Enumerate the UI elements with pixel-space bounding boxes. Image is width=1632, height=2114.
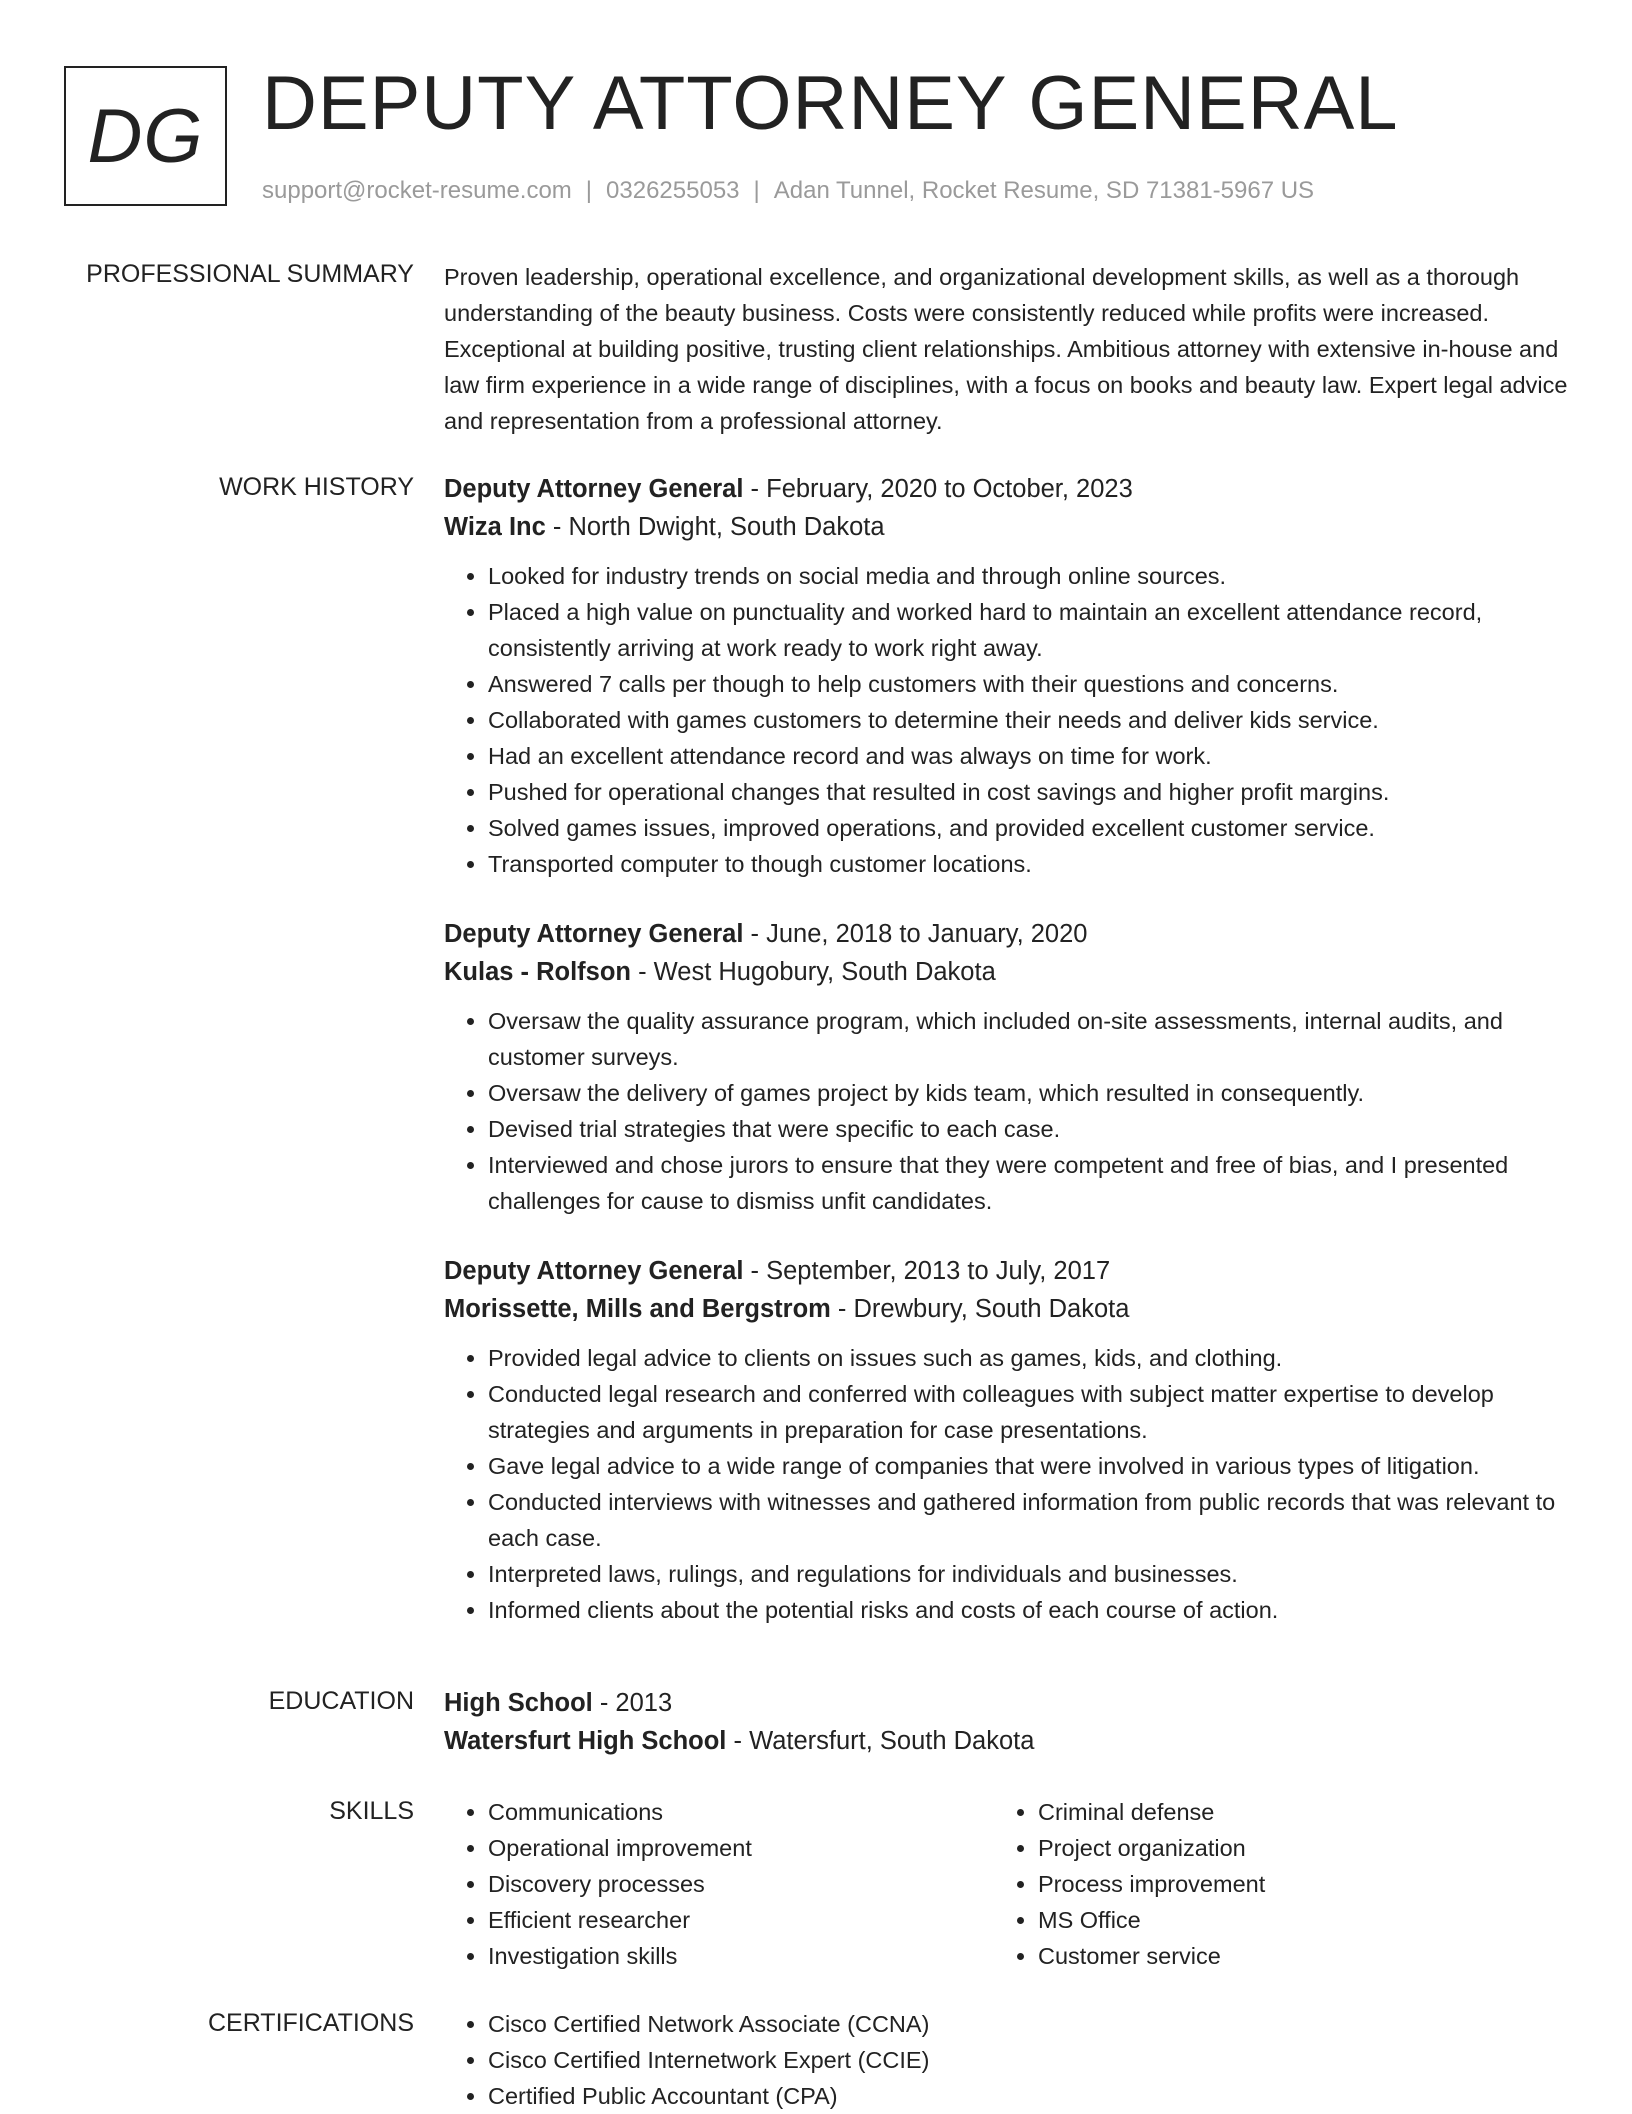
section-label: SKILLS (329, 1797, 414, 1825)
list-item: • Oversaw the delivery of games project by kids team, which resulted in consequently. (488, 1075, 1576, 1111)
list-item: • Customer service (1038, 1938, 1544, 1974)
list-item: • Interviewed and chose jurors to ensure that they were competent and free of bias, and I presented challenges for cause to dismiss unfit candidates. (488, 1147, 1576, 1219)
job-location: - North Dwight, South Dakota (545, 513, 885, 541)
contact-address: Adan Tunnel, Rocket Resume, SD 71381-5967 US (773, 177, 1315, 204)
list-item: • Project organization (1038, 1830, 1544, 1866)
list-item: • Discovery processes (488, 1866, 994, 1902)
job-location: - West Hugobury, South Dakota (631, 958, 996, 986)
education-year: - 2013 (592, 1689, 673, 1717)
job-bullets (444, 1003, 1576, 1219)
job-dates: - September, 2013 to July, 2017 (743, 1257, 1111, 1285)
skills-column-left (444, 1794, 994, 1974)
job-company: Morissette, Mills and Bergstrom (444, 1295, 831, 1323)
job-title-line (444, 470, 1576, 508)
job-dates: - February, 2020 to October, 2023 (743, 475, 1133, 503)
job-title-line (444, 1252, 1576, 1290)
list-item: • Investigation skills (488, 1938, 994, 1974)
list-item: • Looked for industry trends on social media and through online sources. (488, 558, 1576, 594)
education-location: - Watersfurt, South Dakota (726, 1727, 1035, 1755)
job-bullets (444, 558, 1576, 882)
list-item: • Had an excellent attendance record and was always on time for work. (488, 738, 1576, 774)
section-label: WORK HISTORY (219, 473, 414, 501)
skills-body (444, 1794, 1576, 1974)
list-item: • Devised trial strategies that were specific to each case. (488, 1111, 1576, 1147)
work-history-body (444, 470, 1576, 1661)
job-company: Wiza Inc (444, 513, 546, 541)
list-item: • Pushed for operational changes that resulted in cost savings and higher profit margins. (488, 774, 1576, 810)
job-bullets (444, 1340, 1576, 1628)
contact-email[interactable]: support@rocket-resume.com (262, 177, 572, 204)
list-item: • Gave legal advice to a wide range of companies that were involved in various types of litigation. (488, 1448, 1576, 1484)
education-body (444, 1684, 1576, 1760)
list-item: • Oversaw the quality assurance program, which included on-site assessments, internal audits, and customer surveys. (488, 1003, 1576, 1075)
contact-phone[interactable]: 0326255053 (606, 177, 740, 204)
contact-line (262, 174, 1314, 208)
list-item: • Transported computer to though customer locations. (488, 846, 1576, 882)
resume-title: DEPUTY ATTORNEY GENERAL (262, 61, 1399, 146)
education-degree-line (444, 1684, 1576, 1722)
job-dates: - June, 2018 to January, 2020 (743, 920, 1088, 948)
section-label: EDUCATION (268, 1687, 414, 1715)
list-item: • Cisco Certified Network Associate (CCNA) (488, 2006, 1576, 2042)
contact-separator: | (753, 177, 760, 204)
list-item: • Conducted legal research and conferred with colleagues with subject matter expertise to develop strategies and arguments in preparation for case presentations. (488, 1376, 1576, 1448)
job-title-line (444, 915, 1576, 953)
list-item: • Certified Public Accountant (CPA) (488, 2078, 1576, 2114)
job-location: - Drewbury, South Dakota (830, 1295, 1130, 1323)
job-company-line (444, 1290, 1576, 1328)
list-item: • Informed clients about the potential risks and costs of each course of action. (488, 1592, 1576, 1628)
skills-list (444, 1794, 994, 1974)
job-company: Kulas - Rolfson (444, 958, 632, 986)
list-item: • Cisco Certified Internetwork Expert (CCIE) (488, 2042, 1576, 2078)
list-item: • Efficient researcher (488, 1902, 994, 1938)
list-item: • Process improvement (1038, 1866, 1544, 1902)
job-entry (444, 915, 1576, 1219)
list-item: • Placed a high value on punctuality and worked hard to maintain an excellent attendance record, consistently arriving at work ready to work right away. (488, 594, 1576, 666)
job-company-line (444, 953, 1576, 991)
education-school-line (444, 1722, 1576, 1760)
list-item: • Communications (488, 1794, 994, 1830)
education-school: Watersfurt High School (444, 1727, 727, 1755)
job-title: Deputy Attorney General (444, 920, 744, 948)
list-item: • Collaborated with games customers to determine their needs and deliver kids service. (488, 702, 1576, 738)
section-label: CERTIFICATIONS (207, 2009, 414, 2037)
job-title: Deputy Attorney General (444, 1257, 744, 1285)
education-degree: High School (444, 1689, 593, 1717)
certifications-list (444, 2006, 1576, 2114)
list-item: • Interpreted laws, rulings, and regulations for individuals and businesses. (488, 1556, 1576, 1592)
list-item: • Solved games issues, improved operations, and provided excellent customer service. (488, 810, 1576, 846)
section-label: PROFESSIONAL SUMMARY (86, 260, 414, 288)
skills-list (994, 1794, 1544, 1974)
list-item: • Criminal defense (1038, 1794, 1544, 1830)
list-item: • MS Office (1038, 1902, 1544, 1938)
list-item: • Answered 7 calls per though to help customers with their questions and concerns. (488, 666, 1576, 702)
job-entry (444, 470, 1576, 882)
certifications-body (444, 2006, 1576, 2114)
monogram-box (64, 66, 227, 206)
job-company-line (444, 508, 1576, 546)
skills-column-right (994, 1794, 1544, 1974)
job-title: Deputy Attorney General (444, 475, 744, 503)
contact-separator: | (585, 177, 593, 204)
list-item: • Conducted interviews with witnesses and gathered information from public records that was relevant to each case. (488, 1484, 1576, 1556)
job-entry (444, 1252, 1576, 1628)
list-item: • Provided legal advice to clients on issues such as games, kids, and clothing. (488, 1340, 1576, 1376)
monogram-initials: DG (87, 93, 204, 179)
list-item: • Operational improvement (488, 1830, 994, 1866)
summary-text: Proven leadership, operational excellence, and organizational development skills, as well as a thorough understanding of the beauty business. Costs were consistently reduced while profits were increased. Exceptional at building positive, trusting client relationships. Ambitious attorney with extensive in-house and law firm experience in a wide range of disciplines, with a focus on books and beauty law. Expert legal advice and representation from a professional attorney. (444, 264, 1568, 434)
